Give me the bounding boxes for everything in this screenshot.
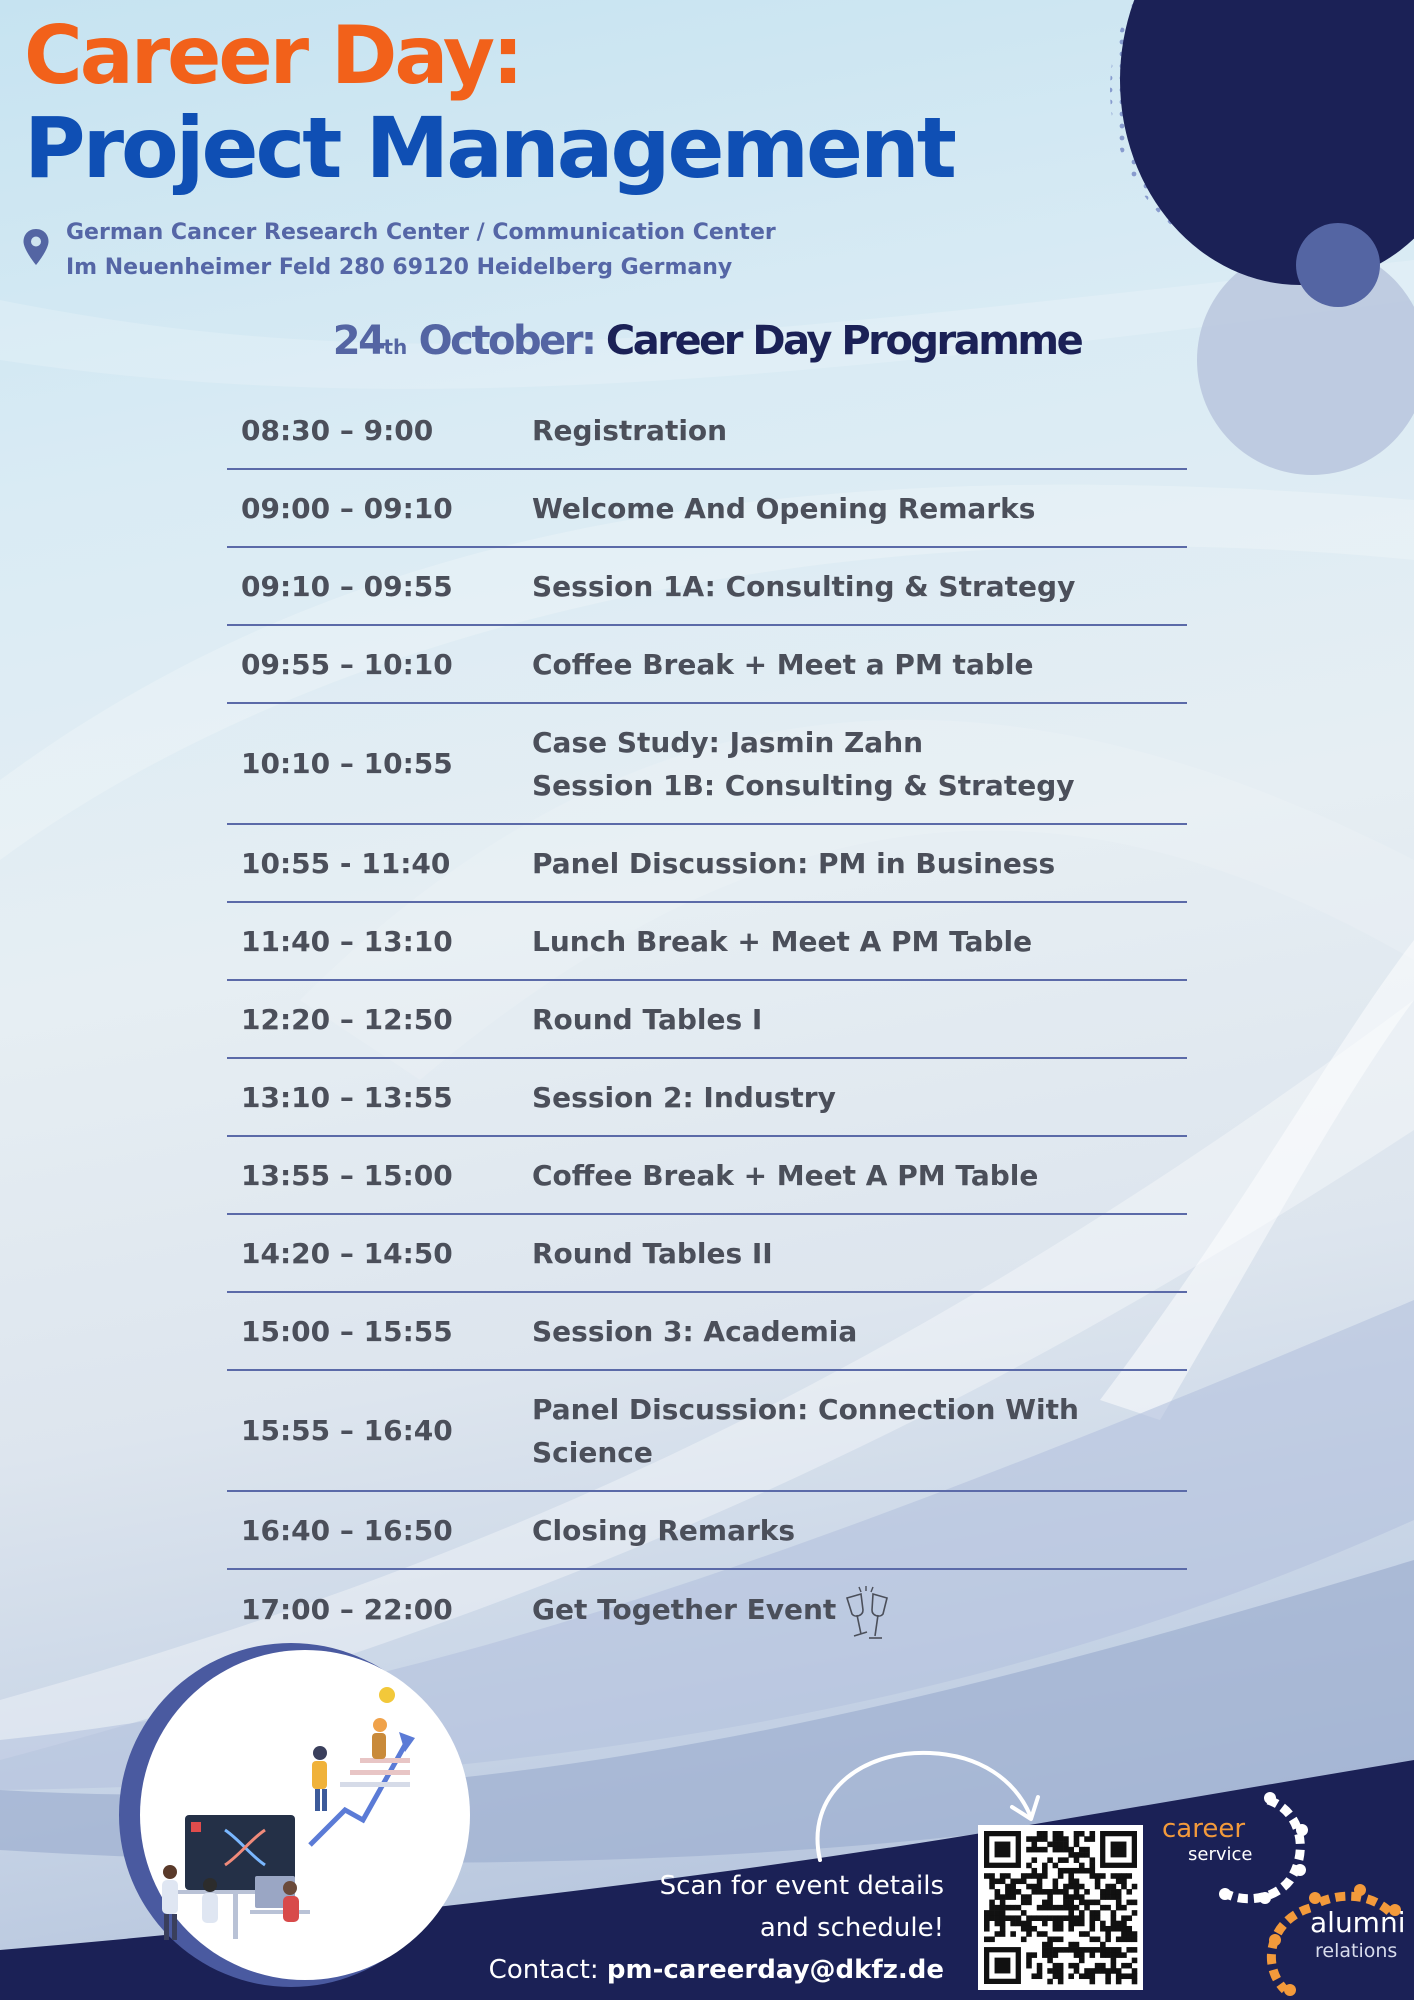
schedule-time: 13:55 – 15:00 xyxy=(241,1158,453,1192)
schedule-time: 10:55 - 11:40 xyxy=(241,846,451,880)
contact-email-link[interactable]: pm-careerday@dkfz.de xyxy=(606,1955,944,1985)
logo-service-text: service xyxy=(1188,1844,1253,1865)
schedule-time: 15:00 – 15:55 xyxy=(241,1314,453,1348)
logo-career-text: career xyxy=(1162,1814,1246,1844)
title-project-management: Project Management xyxy=(24,99,954,197)
logo-alumni-text: alumni xyxy=(1310,1906,1406,1939)
schedule-time: 16:40 – 16:50 xyxy=(241,1513,453,1547)
schedule-time: 13:10 – 13:55 xyxy=(241,1080,453,1114)
schedule-event xyxy=(532,1570,836,1648)
schedule-event-line: Panel Discussion: PM in Business xyxy=(532,846,1056,880)
schedule-row xyxy=(227,1371,1187,1492)
heading-day: 24 xyxy=(332,318,384,364)
schedule-event-line: Session 3: Academia xyxy=(532,1314,858,1348)
schedule-time: 17:00 – 22:00 xyxy=(241,1592,453,1626)
title-career-day: Career Day: xyxy=(24,9,522,102)
schedule-row xyxy=(227,1137,1187,1215)
location-pin-icon xyxy=(22,228,50,266)
schedule-row xyxy=(227,1293,1187,1371)
cheers-glasses-icon xyxy=(839,1584,897,1646)
schedule-event xyxy=(532,1137,1038,1213)
schedule-event-line: Welcome And Opening Remarks xyxy=(532,491,1036,525)
schedule-row xyxy=(227,626,1187,704)
schedule-event xyxy=(532,626,1033,702)
career-alumni-logos xyxy=(1150,1790,1414,2000)
schedule-event xyxy=(532,392,727,468)
schedule-row xyxy=(227,470,1187,548)
schedule-event-line: Session 1B: Consulting & Strategy xyxy=(532,768,1075,802)
schedule-event-line: Lunch Break + Meet A PM Table xyxy=(532,924,1033,958)
schedule-event xyxy=(532,1371,1079,1490)
schedule-event-line: Case Study: Jasmin Zahn xyxy=(532,725,924,759)
schedule-event xyxy=(532,704,1075,823)
schedule-row xyxy=(227,392,1187,470)
schedule-event xyxy=(532,903,1032,979)
schedule-time: 09:10 – 09:55 xyxy=(241,569,453,603)
heading-title: Career Day Programme xyxy=(594,318,1082,364)
schedule-time: 09:55 – 10:10 xyxy=(241,647,453,681)
schedule-time: 11:40 – 13:10 xyxy=(241,924,453,958)
contact-label: Contact: xyxy=(488,1955,607,1985)
schedule-event-line: Coffee Break + Meet A PM Table xyxy=(532,1158,1039,1192)
schedule-row xyxy=(227,548,1187,626)
schedule-row xyxy=(227,704,1187,825)
schedule-table xyxy=(227,392,1187,1648)
schedule-time: 15:55 – 16:40 xyxy=(241,1414,453,1447)
scan-text-2: and schedule! xyxy=(759,1913,944,1943)
schedule-event xyxy=(532,548,1075,624)
schedule-event xyxy=(532,825,1055,901)
schedule-row xyxy=(227,903,1187,981)
schedule-event xyxy=(532,1059,836,1135)
schedule-row xyxy=(227,981,1187,1059)
scan-instruction-line1 xyxy=(660,1871,944,1901)
schedule-event xyxy=(532,1215,773,1291)
schedule-time: 14:20 – 14:50 xyxy=(241,1236,453,1270)
heading-day-suffix: th xyxy=(383,335,408,359)
schedule-event-line: Round Tables I xyxy=(532,1002,763,1036)
schedule-row xyxy=(227,1059,1187,1137)
schedule-time: 08:30 – 9:00 xyxy=(241,413,434,447)
scan-text-1: Scan for event details xyxy=(659,1871,944,1901)
address-venue: German Cancer Research Center / Communication Center xyxy=(66,220,776,245)
schedule-event-line: Get Together Event xyxy=(532,1592,837,1626)
schedule-time: 10:10 – 10:55 xyxy=(241,747,453,780)
schedule-row xyxy=(227,1492,1187,1570)
schedule-event-line: Session 2: Industry xyxy=(532,1080,836,1114)
schedule-event-line: Closing Remarks xyxy=(532,1513,796,1547)
schedule-event-line: Coffee Break + Meet a PM table xyxy=(532,647,1034,681)
schedule-row xyxy=(227,1570,1187,1648)
qr-code-graphic[interactable] xyxy=(978,1825,1143,1990)
schedule-time: 09:00 – 09:10 xyxy=(241,491,453,525)
schedule-row xyxy=(227,1215,1187,1293)
schedule-event-line: Panel Discussion: Connection With xyxy=(532,1392,1079,1426)
schedule-event-line: Registration xyxy=(532,413,728,447)
schedule-event-line: Round Tables II xyxy=(532,1236,773,1270)
illustration-badge xyxy=(115,1640,485,1990)
schedule-event xyxy=(532,1492,795,1568)
schedule-event-line: Science xyxy=(532,1435,653,1469)
heading-month: October: xyxy=(407,318,595,364)
schedule-event xyxy=(532,1293,857,1369)
schedule-time: 12:20 – 12:50 xyxy=(241,1002,453,1036)
programme-heading xyxy=(0,318,1414,364)
schedule-event xyxy=(532,981,762,1057)
schedule-event xyxy=(532,470,1035,546)
schedule-event-line: Session 1A: Consulting & Strategy xyxy=(532,569,1076,603)
project-team-illustration xyxy=(115,1640,485,1990)
contact-line xyxy=(489,1955,944,1985)
schedule-row xyxy=(227,825,1187,903)
logo-relations-text: relations xyxy=(1315,1940,1398,1962)
qr-code[interactable] xyxy=(978,1825,1143,1990)
scan-instruction-line2 xyxy=(760,1913,944,1943)
address-street: Im Neuenheimer Feld 280 69120 Heidelberg Germany xyxy=(66,255,733,280)
